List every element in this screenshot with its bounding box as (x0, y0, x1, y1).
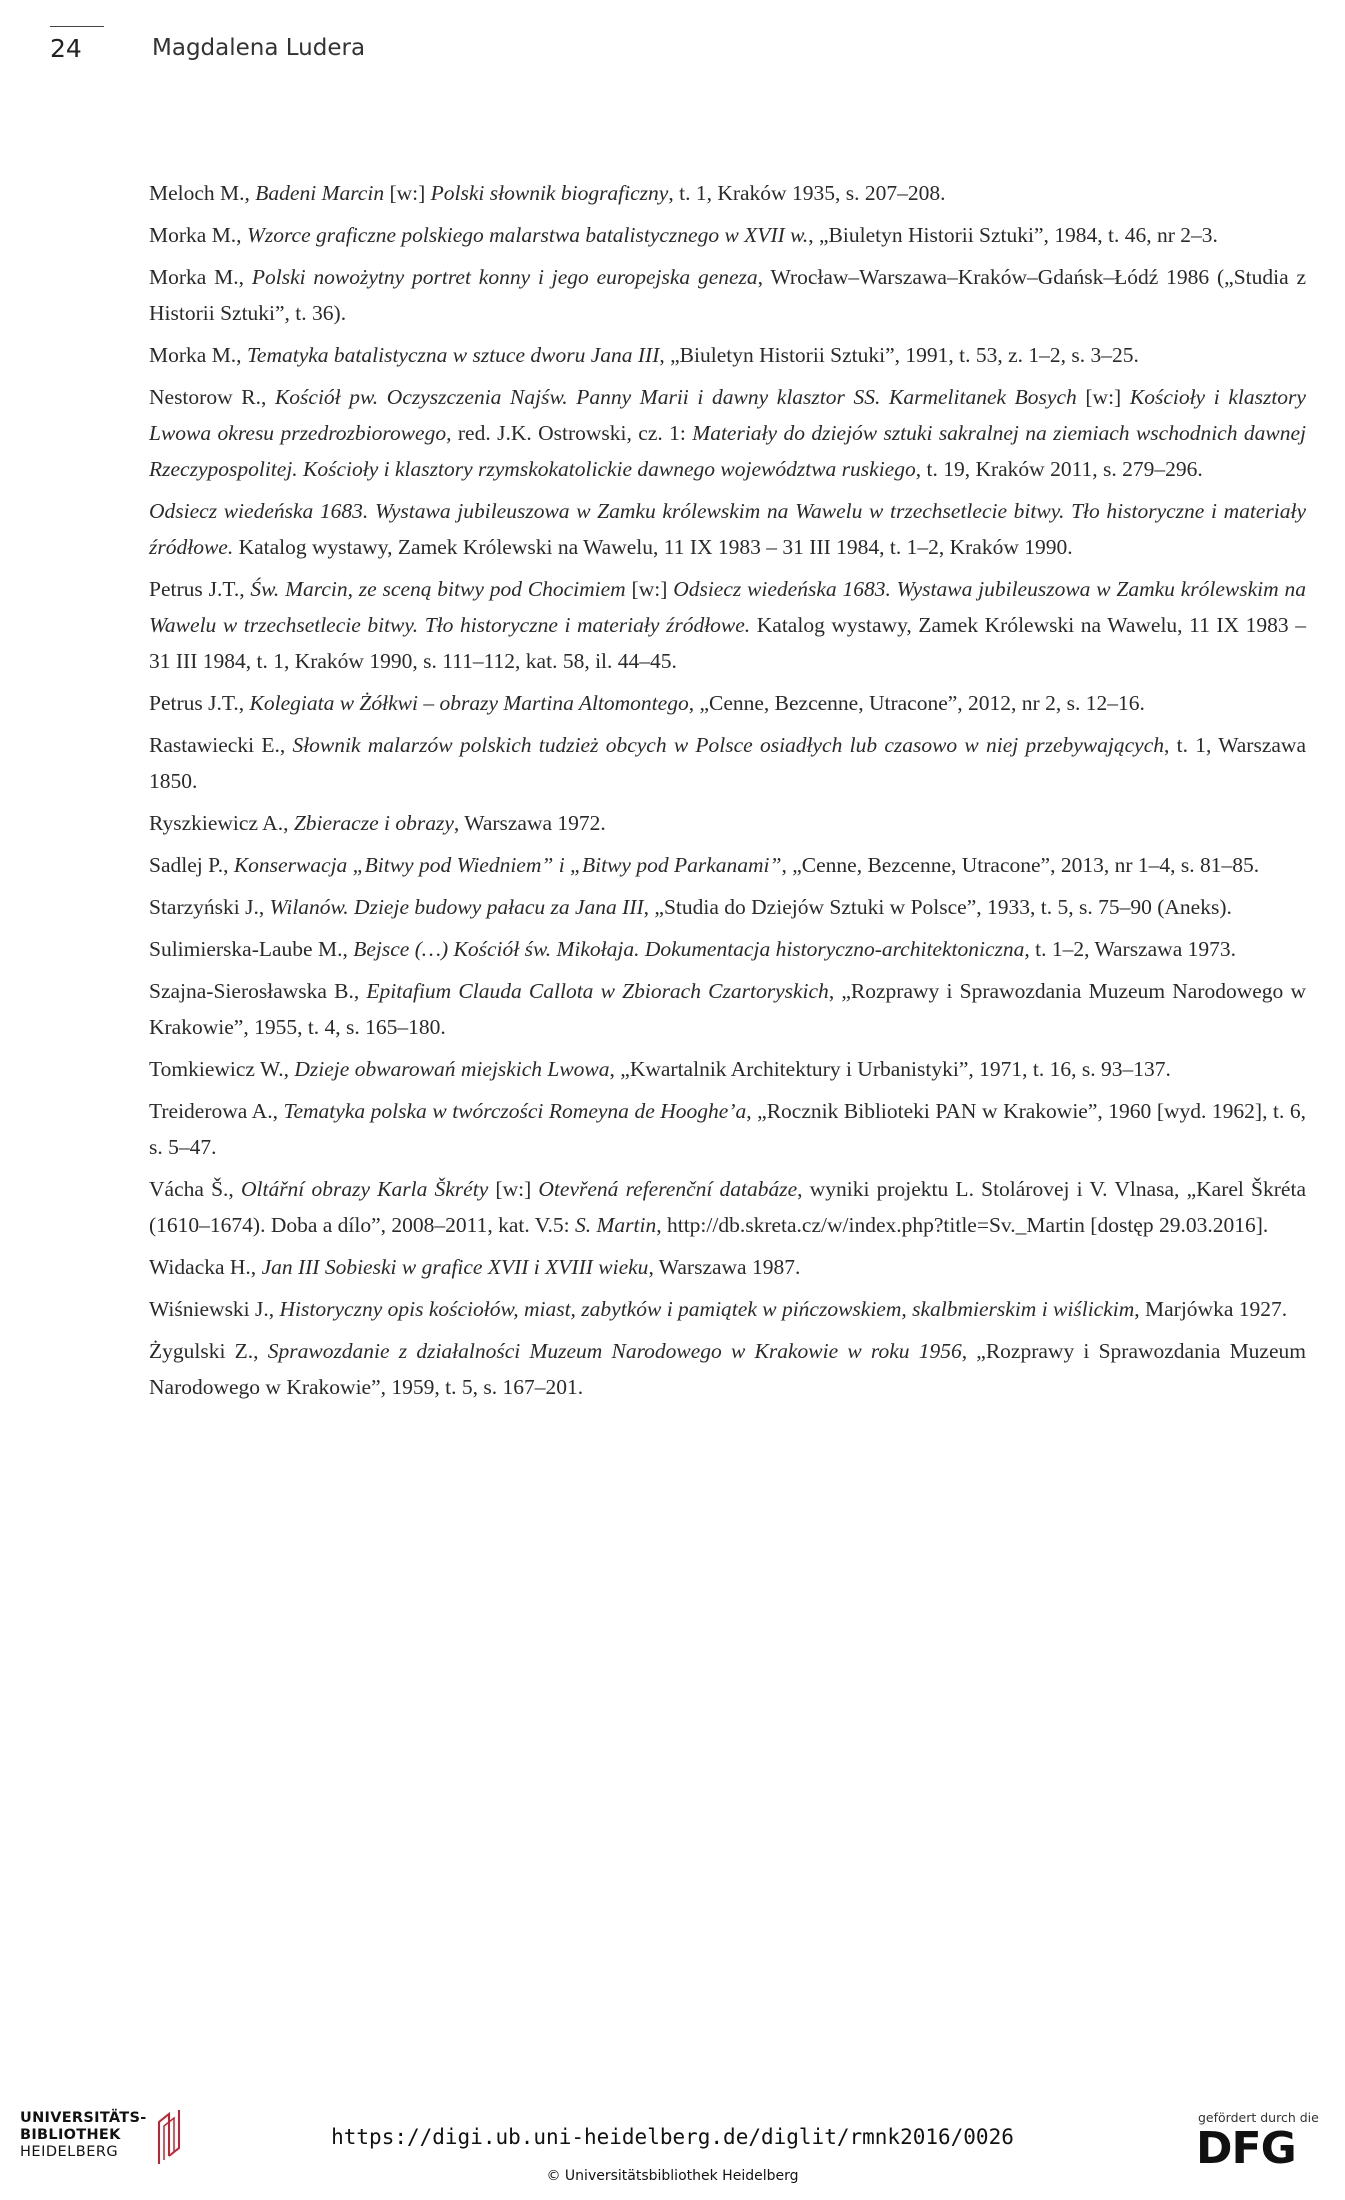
bibliography-entry (149, 337, 1306, 373)
entry-text: Katalog wystawy, Zamek Królewski na Wawelu, 11 IX 1983 – 31 III 1984, t. 1–2, Kraków 1990. (233, 535, 1073, 559)
entry-text: , „Biuletyn Historii Sztuki”, 1984, t. 46, nr 2–3. (808, 223, 1218, 247)
entry-title-italic: Sprawozdanie z działalności Muzeum Narodowego w Krakowie w roku 1956 (267, 1339, 962, 1363)
bibliography-entry (149, 571, 1306, 679)
bibliography-entry (149, 889, 1306, 925)
entry-text: Starzyński J., (149, 895, 270, 919)
bibliography-entry (149, 847, 1306, 883)
entry-title-italic: Słownik malarzów polskich tudzież obcych w Polsce osiadłych lub czasowo w niej przebywających (292, 733, 1164, 757)
entry-title-italic: Tematyka batalistyczna w sztuce dworu Jana III (246, 343, 660, 367)
funder-block (1196, 2110, 1319, 2174)
bibliography-entry (149, 685, 1306, 721)
permalink-url[interactable]: https://digi.ub.uni-heidelberg.de/diglit/rmnk2016/0026 (331, 2125, 1014, 2149)
entry-text: , http://db.skreta.cz/w/index.php?title=Sv._Martin [dostęp 29.03.2016]. (656, 1213, 1269, 1237)
entry-text: [w:] (625, 577, 674, 601)
entry-text: Morka M., (149, 343, 247, 367)
bibliography-entry (149, 175, 1306, 211)
entry-text: Petrus J.T., (149, 691, 250, 715)
entry-text: Morka M., (149, 265, 252, 289)
bibliography-entry (149, 931, 1306, 967)
running-head-author: Magdalena Ludera (152, 35, 366, 61)
entry-text: Sadlej P., (149, 853, 234, 877)
entry-text: , Warszawa 1972. (453, 811, 606, 835)
entry-text: Widacka H., (149, 1255, 262, 1279)
entry-text: Meloch M., (149, 181, 256, 205)
entry-text: , „Cenne, Bezcenne, Utracone”, 2013, nr 1–4, s. 81–85. (781, 853, 1260, 877)
entry-text: , „Studia do Dziejów Sztuki w Polsce”, 1933, t. 5, s. 75–90 (Aneks). (643, 895, 1232, 919)
entry-text: , „Rozprawy i Sprawozdania Muzeum Narodowego w Krakowie”, 1959, t. 5, s. 167–201. (149, 1339, 1306, 1399)
entry-text: Wiśniewski J., (149, 1297, 280, 1321)
entry-title-italic: Historyczny opis kościołów, miast, zabytków i pamiątek w pińczowskiem, skalbmierskim i wiślickim (279, 1297, 1135, 1321)
entry-title-italic: Konserwacja „Bitwy pod Wiedniem” i „Bitwy pod Parkanami” (233, 853, 782, 877)
page-number: 24 (50, 34, 82, 63)
entry-title-italic: Kościoły i klasztory Lwowa okresu przedrozbiorowego (149, 385, 1306, 445)
entry-title-italic: Tematyka polska w twórczości Romeyna de Hooghe’a (283, 1099, 747, 1123)
entry-text: , Marjówka 1927. (1134, 1297, 1288, 1321)
entry-title-italic: Kościół pw. Oczyszczenia Najśw. Panny Marii i dawny klasztor SS. Karmelitanek Bosych (274, 385, 1077, 409)
entry-text: , t. 1, Warszawa 1850. (149, 733, 1306, 793)
entry-title-italic: Otevřená referenční databáze (538, 1177, 798, 1201)
bibliography-entry (149, 217, 1306, 253)
entry-title-italic: Odsiecz wiedeńska 1683. Wystawa jubileuszowa w Zamku królewskim na Wawelu w trzechsetlecie bitwy. Tło historyczne i materiały źródłowe. (149, 499, 1306, 559)
entry-text: Katalog wystawy, Zamek Królewski na Wawelu, 11 IX 1983 – 31 III 1984, t. 1, Kraków 1990, s. 111–112, kat. 58, il. 44–45. (149, 613, 1306, 673)
bibliography-entry (149, 259, 1306, 331)
bibliography-entry (149, 379, 1306, 487)
entry-text: Nestorow R., (149, 385, 275, 409)
entry-text: , „Rocznik Biblioteki PAN w Krakowie”, 1960 [wyd. 1962], t. 6, s. 5–47. (149, 1099, 1307, 1159)
entry-text: Treiderowa A., (149, 1099, 284, 1123)
entry-title-italic: Dzieje obwarowań miejskich Lwowa (294, 1057, 610, 1081)
entry-text: , „Rozprawy i Sprawozdania Muzeum Narodowego w Krakowie”, 1955, t. 4, s. 165–180. (149, 979, 1307, 1039)
entry-title-italic: Polski nowożytny portret konny i jego europejska geneza (251, 265, 758, 289)
bibliography-entry (149, 1291, 1306, 1327)
entry-text: Vácha Š., (149, 1177, 241, 1201)
entry-text: [w:] (384, 181, 431, 205)
bibliography-entry (149, 1333, 1306, 1405)
entry-text: Petrus J.T., (149, 577, 251, 601)
entry-text: [w:] (488, 1177, 539, 1201)
bibliography-entry (149, 493, 1306, 565)
entry-title-italic: Jan III Sobieski w grafice XVII i XVIII wieku (261, 1255, 649, 1279)
entry-text: Tomkiewicz W., (149, 1057, 295, 1081)
library-name-line2: BIBLIOTHEK (20, 2127, 121, 2143)
entry-title-italic: Kolegiata w Żółkwi – obrazy Martina Altomontego (249, 691, 689, 715)
bibliography-list (149, 175, 1306, 1411)
bibliography-entry (149, 727, 1306, 799)
entry-text: Żygulski Z., (149, 1339, 268, 1363)
entry-title-italic: Polski słownik biograficzny (430, 181, 669, 205)
entry-text: , „Biuletyn Historii Sztuki”, 1991, t. 53, z. 1–2, s. 3–25. (659, 343, 1139, 367)
entry-title-italic: Epitafium Clauda Callota w Zbiorach Czartoryskich (366, 979, 829, 1003)
bibliography-entry (149, 973, 1306, 1045)
entry-text: , Wrocław–Warszawa–Kraków–Gdańsk–Łódź 1986 („Studia z Historii Sztuki”, t. 36). (149, 265, 1307, 325)
entry-text: , t. 1–2, Warszawa 1973. (1024, 937, 1236, 961)
entry-title-italic: Zbieracze i obrazy (293, 811, 454, 835)
library-name-line1: UNIVERSITÄTS- (20, 2110, 147, 2126)
bibliography-entry (149, 1093, 1306, 1165)
entry-title-italic: Wilanów. Dzieje budowy pałacu za Jana III (269, 895, 644, 919)
entry-text: , t. 1, Kraków 1935, s. 207–208. (668, 181, 946, 205)
entry-title-italic: Św. Marcin, ze sceną bitwy pod Chocimiem (250, 577, 626, 601)
dfg-logo: DFG (1196, 2123, 1296, 2174)
entry-title-italic: Bejsce (…) Kościół św. Mikołaja. Dokumentacja historyczno-architektoniczna (353, 937, 1025, 961)
entry-text: , „Kwartalnik Architektury i Urbanistyki”, 1971, t. 16, s. 93–137. (609, 1057, 1171, 1081)
entry-title-italic: Oltářní obrazy Karla Škréty (240, 1177, 489, 1201)
bibliography-entry (149, 1171, 1306, 1243)
entry-text: Rastawiecki E., (149, 733, 293, 757)
entry-text: , red. J.K. Ostrowski, cz. 1: (446, 421, 693, 445)
copyright-notice: © Universitätsbibliothek Heidelberg (546, 2168, 799, 2184)
entry-text: Morka M., (149, 223, 247, 247)
entry-text: , Warszawa 1987. (648, 1255, 801, 1279)
library-name-line3: HEIDELBERG (20, 2144, 119, 2160)
entry-text: Szajna-Sierosławska B., (149, 979, 367, 1003)
entry-text: , t. 19, Kraków 2011, s. 279–296. (915, 457, 1203, 481)
entry-title-italic: Odsiecz wiedeńska 1683. Wystawa jubileuszowa w Zamku królewskim na Wawelu w trzechsetlecie bitwy. Tło historyczne i materiały źródłowe. (149, 577, 1306, 637)
entry-text: , „Cenne, Bezcenne, Utracone”, 2012, nr 2, s. 12–16. (688, 691, 1145, 715)
entry-title-italic: Materiały do dziejów sztuki sakralnej na ziemiach wschodnich dawnej Rzeczypospolitej. Kościoły i klasztory rzymskokatolickie dawnego województwa ruskiego (149, 421, 1306, 481)
header-rule (50, 26, 104, 27)
bibliography-entry (149, 805, 1306, 841)
funding-caption: gefördert durch die (1198, 2110, 1319, 2125)
bibliography-entry (149, 1249, 1306, 1285)
entry-text: [w:] (1076, 385, 1130, 409)
entry-text: , wyniki projektu L. Stolárovej i V. Vlnasa, „Karel Škréta (1610–1674). Doba a dílo”, 2008–2011, kat. V.5: (149, 1177, 1306, 1237)
entry-title-italic: Wzorce graficzne polskiego malarstwa batalistycznego w XVII w. (246, 223, 809, 247)
entry-title-italic: Badeni Marcin (255, 181, 385, 205)
entry-title-italic: S. Martin (574, 1213, 657, 1237)
entry-text: Ryszkiewicz A., (149, 811, 294, 835)
bibliography-entry (149, 1051, 1306, 1087)
entry-text: Sulimierska-Laube M., (149, 937, 354, 961)
